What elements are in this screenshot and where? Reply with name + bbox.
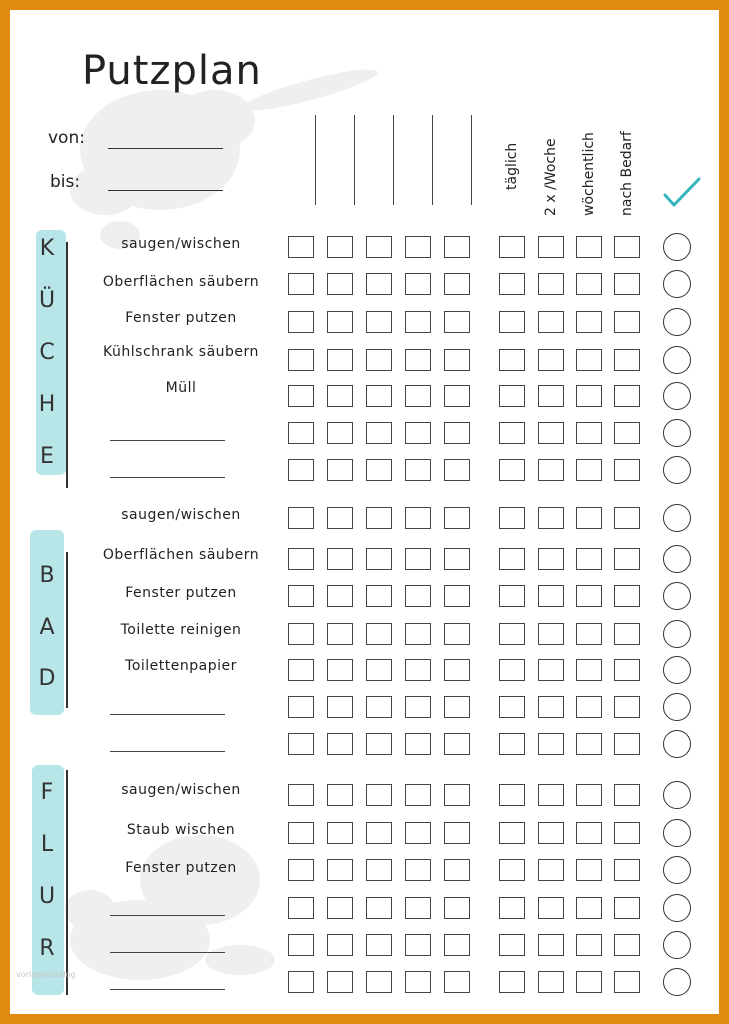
done-circle[interactable]: [663, 382, 691, 410]
person-checkbox[interactable]: [405, 859, 431, 881]
person-checkbox[interactable]: [405, 585, 431, 607]
person-checkbox[interactable]: [444, 971, 470, 993]
frequency-checkbox[interactable]: [576, 897, 602, 919]
frequency-checkbox[interactable]: [538, 385, 564, 407]
frequency-checkbox[interactable]: [576, 784, 602, 806]
person-checkbox[interactable]: [288, 311, 314, 333]
frequency-checkbox[interactable]: [499, 507, 525, 529]
person-checkbox[interactable]: [327, 659, 353, 681]
frequency-checkbox[interactable]: [614, 934, 640, 956]
person-checkbox[interactable]: [288, 859, 314, 881]
person-checkbox[interactable]: [327, 422, 353, 444]
frequency-checkbox[interactable]: [538, 548, 564, 570]
frequency-checkbox[interactable]: [538, 971, 564, 993]
person-column-3[interactable]: [393, 115, 394, 205]
person-checkbox[interactable]: [405, 623, 431, 645]
frequency-checkbox[interactable]: [499, 822, 525, 844]
person-checkbox[interactable]: [366, 422, 392, 444]
to-label: bis:: [50, 172, 81, 192]
section-letter: Ü: [38, 288, 56, 313]
frequency-checkbox[interactable]: [538, 311, 564, 333]
done-circle[interactable]: [663, 894, 691, 922]
person-checkbox[interactable]: [288, 422, 314, 444]
person-checkbox[interactable]: [405, 349, 431, 371]
frequency-checkbox[interactable]: [538, 696, 564, 718]
person-checkbox[interactable]: [327, 548, 353, 570]
task-label: saugen/wischen: [121, 507, 241, 523]
person-checkbox[interactable]: [288, 897, 314, 919]
person-checkbox[interactable]: [327, 507, 353, 529]
frequency-checkbox[interactable]: [576, 585, 602, 607]
person-checkbox[interactable]: [288, 349, 314, 371]
person-checkbox[interactable]: [366, 273, 392, 295]
frequency-checkbox[interactable]: [576, 696, 602, 718]
frequency-checkbox[interactable]: [538, 784, 564, 806]
frequency-checkbox[interactable]: [576, 507, 602, 529]
person-checkbox[interactable]: [288, 236, 314, 258]
person-checkbox[interactable]: [405, 659, 431, 681]
person-checkbox[interactable]: [288, 822, 314, 844]
person-checkbox[interactable]: [366, 507, 392, 529]
person-checkbox[interactable]: [366, 236, 392, 258]
frequency-checkbox[interactable]: [614, 822, 640, 844]
person-checkbox[interactable]: [444, 822, 470, 844]
person-checkbox[interactable]: [366, 311, 392, 333]
person-checkbox[interactable]: [366, 385, 392, 407]
person-checkbox[interactable]: [366, 784, 392, 806]
done-circle[interactable]: [663, 233, 691, 261]
person-checkbox[interactable]: [366, 459, 392, 481]
person-checkbox[interactable]: [444, 784, 470, 806]
person-checkbox[interactable]: [366, 934, 392, 956]
frequency-checkbox[interactable]: [614, 507, 640, 529]
frequency-checkbox[interactable]: [538, 822, 564, 844]
person-checkbox[interactable]: [366, 971, 392, 993]
task-blank-line[interactable]: [110, 989, 225, 990]
section-letter: L: [40, 832, 54, 857]
person-checkbox[interactable]: [327, 859, 353, 881]
frequency-checkbox[interactable]: [576, 971, 602, 993]
to-date-line[interactable]: [108, 190, 223, 191]
frequency-checkbox[interactable]: [538, 897, 564, 919]
section-letter: E: [40, 444, 54, 469]
person-checkbox[interactable]: [444, 548, 470, 570]
person-checkbox[interactable]: [327, 349, 353, 371]
done-circle[interactable]: [663, 931, 691, 959]
frequency-checkbox[interactable]: [499, 733, 525, 755]
frequency-checkbox[interactable]: [538, 422, 564, 444]
frequency-checkbox[interactable]: [614, 897, 640, 919]
task-blank-line[interactable]: [110, 915, 225, 916]
task-label: Kühlschrank säubern: [103, 344, 259, 360]
done-circle[interactable]: [663, 270, 691, 298]
frequency-checkbox[interactable]: [614, 459, 640, 481]
frequency-checkbox[interactable]: [538, 659, 564, 681]
frequency-checkbox[interactable]: [614, 311, 640, 333]
done-circle[interactable]: [663, 308, 691, 336]
done-circle[interactable]: [663, 620, 691, 648]
person-checkbox[interactable]: [444, 733, 470, 755]
person-checkbox[interactable]: [327, 385, 353, 407]
frequency-checkbox[interactable]: [538, 934, 564, 956]
done-circle[interactable]: [663, 693, 691, 721]
frequency-checkbox[interactable]: [538, 585, 564, 607]
frequency-checkbox[interactable]: [499, 784, 525, 806]
task-label: Fenster putzen: [125, 585, 237, 601]
person-checkbox[interactable]: [288, 459, 314, 481]
task-label: Toilette reinigen: [120, 622, 242, 638]
frequency-checkbox[interactable]: [499, 548, 525, 570]
frequency-checkbox[interactable]: [538, 733, 564, 755]
frequency-checkbox[interactable]: [614, 548, 640, 570]
person-checkbox[interactable]: [366, 897, 392, 919]
person-checkbox[interactable]: [288, 659, 314, 681]
done-circle[interactable]: [663, 856, 691, 884]
person-checkbox[interactable]: [288, 696, 314, 718]
task-label: Oberflächen säubern: [102, 274, 260, 290]
person-checkbox[interactable]: [327, 311, 353, 333]
task-label: Toilettenpapier: [125, 658, 237, 674]
task-blank-line[interactable]: [110, 477, 225, 478]
watermark: vorlagekatalog: [16, 970, 76, 979]
person-checkbox[interactable]: [444, 585, 470, 607]
frequency-checkbox[interactable]: [538, 236, 564, 258]
frequency-checkbox[interactable]: [499, 236, 525, 258]
done-circle[interactable]: [663, 730, 691, 758]
person-checkbox[interactable]: [405, 971, 431, 993]
person-column-1[interactable]: [315, 115, 316, 205]
cleaning-plan-sheet: [10, 10, 719, 1014]
task-blank-line[interactable]: [110, 952, 225, 953]
task-label: Fenster putzen: [125, 860, 237, 876]
section-letter: H: [38, 392, 56, 417]
person-column-4[interactable]: [432, 115, 433, 205]
frequency-header-as-needed: nach Bedarf: [619, 131, 635, 216]
person-checkbox[interactable]: [444, 659, 470, 681]
person-checkbox[interactable]: [444, 859, 470, 881]
frequency-checkbox[interactable]: [576, 859, 602, 881]
frequency-checkbox[interactable]: [614, 784, 640, 806]
frequency-checkbox[interactable]: [614, 623, 640, 645]
person-checkbox[interactable]: [444, 236, 470, 258]
person-checkbox[interactable]: [288, 971, 314, 993]
person-checkbox[interactable]: [366, 696, 392, 718]
frequency-checkbox[interactable]: [499, 422, 525, 444]
person-checkbox[interactable]: [288, 733, 314, 755]
person-checkbox[interactable]: [288, 385, 314, 407]
frequency-checkbox[interactable]: [499, 459, 525, 481]
frequency-checkbox[interactable]: [576, 548, 602, 570]
task-label: saugen/wischen: [121, 782, 241, 798]
done-circle[interactable]: [663, 419, 691, 447]
frequency-checkbox[interactable]: [499, 623, 525, 645]
frequency-checkbox[interactable]: [538, 273, 564, 295]
frequency-checkbox[interactable]: [538, 859, 564, 881]
task-label: Oberflächen säubern: [102, 547, 260, 563]
person-checkbox[interactable]: [405, 934, 431, 956]
checkmark-icon: [662, 175, 702, 211]
person-checkbox[interactable]: [366, 659, 392, 681]
frequency-checkbox[interactable]: [614, 422, 640, 444]
person-checkbox[interactable]: [366, 733, 392, 755]
person-checkbox[interactable]: [405, 385, 431, 407]
person-checkbox[interactable]: [366, 623, 392, 645]
done-circle[interactable]: [663, 781, 691, 809]
person-checkbox[interactable]: [288, 585, 314, 607]
done-circle[interactable]: [663, 504, 691, 532]
person-checkbox[interactable]: [327, 971, 353, 993]
person-checkbox[interactable]: [444, 385, 470, 407]
person-checkbox[interactable]: [405, 311, 431, 333]
done-circle[interactable]: [663, 656, 691, 684]
person-checkbox[interactable]: [444, 623, 470, 645]
done-circle[interactable]: [663, 456, 691, 484]
person-checkbox[interactable]: [366, 822, 392, 844]
frequency-checkbox[interactable]: [614, 659, 640, 681]
frequency-checkbox[interactable]: [576, 733, 602, 755]
task-label: Müll: [165, 380, 197, 396]
page-title: Putzplan: [82, 48, 262, 94]
frequency-header-twice-weekly: 2 x /Woche: [543, 138, 559, 216]
frequency-checkbox[interactable]: [499, 585, 525, 607]
person-checkbox[interactable]: [444, 897, 470, 919]
done-circle[interactable]: [663, 545, 691, 573]
frequency-checkbox[interactable]: [538, 349, 564, 371]
person-checkbox[interactable]: [405, 548, 431, 570]
person-checkbox[interactable]: [327, 822, 353, 844]
person-checkbox[interactable]: [405, 733, 431, 755]
person-checkbox[interactable]: [288, 507, 314, 529]
person-checkbox[interactable]: [444, 273, 470, 295]
frequency-checkbox[interactable]: [576, 311, 602, 333]
done-circle[interactable]: [663, 582, 691, 610]
done-circle[interactable]: [663, 346, 691, 374]
person-checkbox[interactable]: [405, 507, 431, 529]
person-checkbox[interactable]: [327, 934, 353, 956]
section-letter: K: [39, 236, 55, 261]
section-letter: A: [39, 615, 55, 640]
section-letter: F: [40, 780, 54, 805]
frequency-checkbox[interactable]: [499, 971, 525, 993]
person-checkbox[interactable]: [444, 507, 470, 529]
person-checkbox[interactable]: [405, 236, 431, 258]
person-checkbox[interactable]: [444, 934, 470, 956]
person-checkbox[interactable]: [405, 273, 431, 295]
frequency-checkbox[interactable]: [538, 459, 564, 481]
frequency-checkbox[interactable]: [576, 659, 602, 681]
frequency-checkbox[interactable]: [576, 385, 602, 407]
person-checkbox[interactable]: [444, 459, 470, 481]
person-checkbox[interactable]: [288, 934, 314, 956]
person-checkbox[interactable]: [288, 623, 314, 645]
person-checkbox[interactable]: [366, 585, 392, 607]
done-circle[interactable]: [663, 968, 691, 996]
frequency-checkbox[interactable]: [576, 273, 602, 295]
frequency-checkbox[interactable]: [499, 696, 525, 718]
person-checkbox[interactable]: [405, 422, 431, 444]
person-checkbox[interactable]: [288, 784, 314, 806]
person-checkbox[interactable]: [327, 696, 353, 718]
frequency-checkbox[interactable]: [614, 859, 640, 881]
person-checkbox[interactable]: [327, 623, 353, 645]
frequency-checkbox[interactable]: [614, 349, 640, 371]
section-divider: [66, 770, 68, 995]
person-checkbox[interactable]: [327, 273, 353, 295]
from-date-line[interactable]: [108, 148, 223, 149]
frequency-checkbox[interactable]: [499, 311, 525, 333]
frequency-checkbox[interactable]: [576, 623, 602, 645]
frequency-checkbox[interactable]: [538, 507, 564, 529]
person-checkbox[interactable]: [327, 897, 353, 919]
person-column-2[interactable]: [354, 115, 355, 205]
frequency-checkbox[interactable]: [614, 733, 640, 755]
task-blank-line[interactable]: [110, 714, 225, 715]
frequency-checkbox[interactable]: [614, 585, 640, 607]
done-circle[interactable]: [663, 819, 691, 847]
person-checkbox[interactable]: [405, 459, 431, 481]
frequency-checkbox[interactable]: [499, 897, 525, 919]
frequency-checkbox[interactable]: [499, 934, 525, 956]
person-checkbox[interactable]: [444, 349, 470, 371]
frequency-checkbox[interactable]: [576, 236, 602, 258]
from-label: von:: [48, 128, 85, 148]
frequency-checkbox[interactable]: [576, 459, 602, 481]
person-checkbox[interactable]: [327, 459, 353, 481]
frequency-checkbox[interactable]: [614, 273, 640, 295]
person-checkbox[interactable]: [405, 784, 431, 806]
frequency-checkbox[interactable]: [499, 349, 525, 371]
section-letter: B: [39, 563, 55, 588]
person-checkbox[interactable]: [405, 696, 431, 718]
person-checkbox[interactable]: [327, 236, 353, 258]
person-checkbox[interactable]: [405, 897, 431, 919]
person-checkbox[interactable]: [327, 784, 353, 806]
frequency-checkbox[interactable]: [499, 859, 525, 881]
frequency-checkbox[interactable]: [576, 349, 602, 371]
frequency-checkbox[interactable]: [576, 934, 602, 956]
task-label: saugen/wischen: [121, 236, 241, 252]
frequency-checkbox[interactable]: [614, 696, 640, 718]
section-letter: C: [39, 340, 55, 365]
frequency-checkbox[interactable]: [576, 422, 602, 444]
person-checkbox[interactable]: [288, 273, 314, 295]
section-letter: U: [38, 884, 56, 909]
frequency-checkbox[interactable]: [576, 822, 602, 844]
frequency-checkbox[interactable]: [499, 659, 525, 681]
frequency-checkbox[interactable]: [499, 273, 525, 295]
person-checkbox[interactable]: [444, 696, 470, 718]
task-blank-line[interactable]: [110, 751, 225, 752]
frequency-header-daily: täglich: [504, 142, 520, 190]
person-column-5[interactable]: [471, 115, 472, 205]
frequency-checkbox[interactable]: [614, 385, 640, 407]
person-checkbox[interactable]: [405, 822, 431, 844]
frequency-header-weekly: wöchentlich: [581, 132, 597, 216]
task-label: Staub wischen: [126, 822, 236, 838]
section-letter: D: [38, 666, 56, 691]
frequency-checkbox[interactable]: [538, 623, 564, 645]
person-checkbox[interactable]: [327, 733, 353, 755]
person-checkbox[interactable]: [444, 311, 470, 333]
person-checkbox[interactable]: [327, 585, 353, 607]
task-blank-line[interactable]: [110, 440, 225, 441]
task-label: Fenster putzen: [125, 310, 237, 326]
frequency-checkbox[interactable]: [499, 385, 525, 407]
person-checkbox[interactable]: [444, 422, 470, 444]
frequency-checkbox[interactable]: [614, 236, 640, 258]
section-letter: R: [39, 936, 55, 961]
person-checkbox[interactable]: [366, 349, 392, 371]
person-checkbox[interactable]: [288, 548, 314, 570]
person-checkbox[interactable]: [366, 548, 392, 570]
person-checkbox[interactable]: [366, 859, 392, 881]
frequency-checkbox[interactable]: [614, 971, 640, 993]
